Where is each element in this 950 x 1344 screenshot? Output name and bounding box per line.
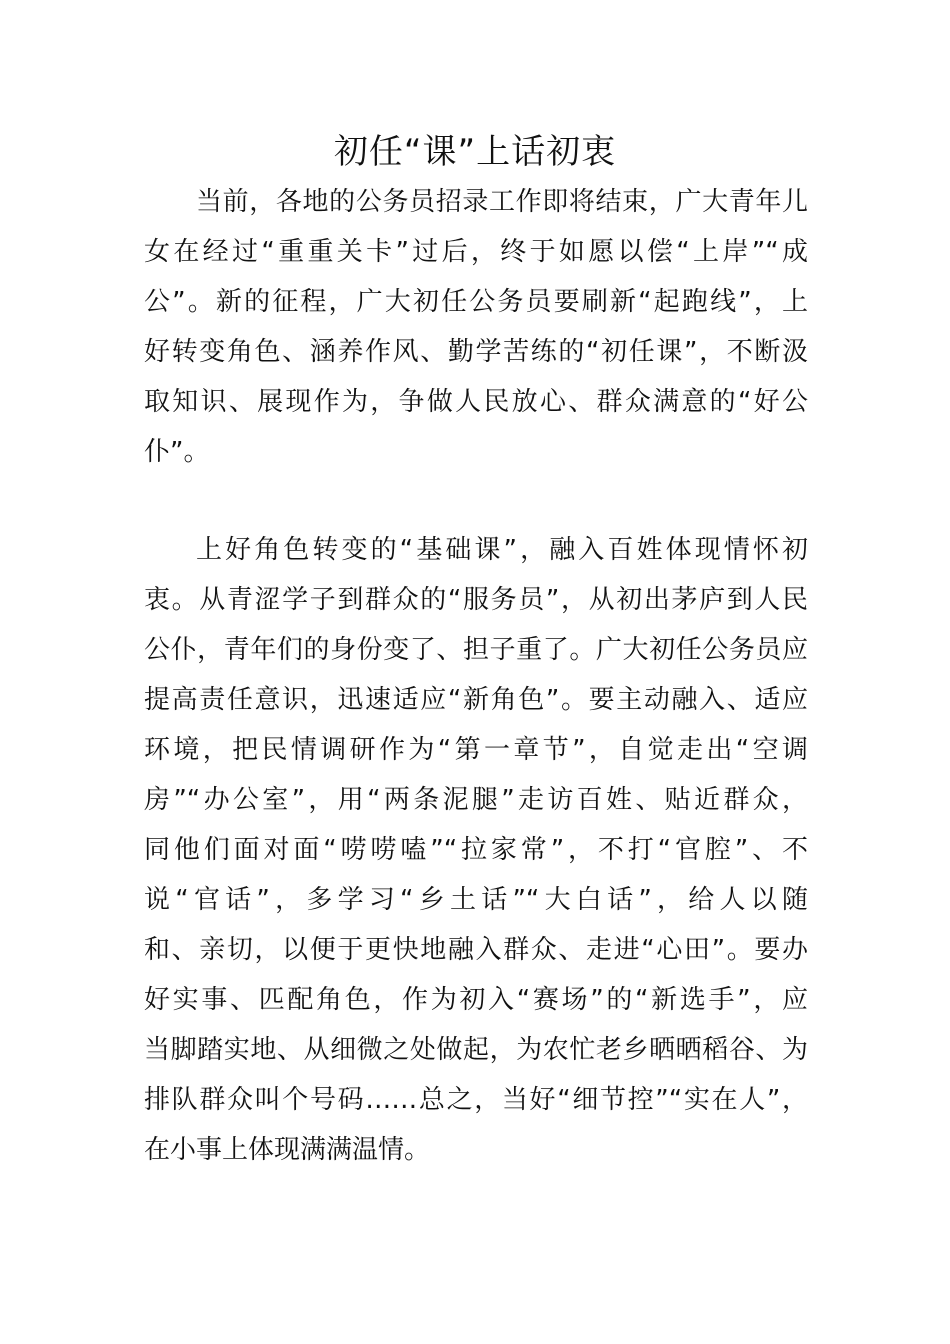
paragraph-line: 排队群众叫个号码……总之，当好“细节控”“实在人”， [144, 1085, 808, 1115]
paragraph-line: 在小事上体现满满温情。 [144, 1135, 431, 1165]
paragraph-line: 环境，把民情调研作为“第一章节”，自觉走出“空调 [144, 735, 808, 765]
paragraph-line: 提高责任意识，迅速适应“新角色”。要主动融入、适应 [144, 685, 808, 715]
paragraph-line: 公”。新的征程，广大初任公务员要刷新“起跑线”，上 [144, 287, 808, 317]
paragraph-line: 上好角色转变的“基础课”，融入百姓体现情怀初 [196, 535, 808, 565]
paragraph-line: 女在经过“重重关卡”过后，终于如愿以偿“上岸”“成 [144, 237, 808, 267]
paragraph-line: 好转变角色、涵养作风、勤学苦练的“初任课”，不断汲 [144, 337, 808, 367]
document-title: 初任“课”上话初衷 [333, 132, 617, 172]
paragraph-line: 和、亲切，以便于更快地融入群众、走进“心田”。要办 [144, 935, 808, 965]
paragraph-line: 好实事、匹配角色，作为初入“赛场”的“新选手”，应 [144, 985, 808, 1015]
paragraph-line: 当脚踏实地、从细微之处做起，为农忙老乡晒晒稻谷、为 [144, 1035, 808, 1065]
paragraph-line: 说“官话”，多学习“乡土话”“大白话”，给人以随 [144, 885, 808, 915]
paragraph-role-change [144, 525, 808, 1175]
paragraph-line: 同他们面对面“唠唠嗑”“拉家常”，不打“官腔”、不 [144, 835, 808, 865]
paragraph-line: 房”“办公室”，用“两条泥腿”走访百姓、贴近群众， [144, 785, 808, 815]
paragraph-line: 仆”。 [144, 437, 210, 467]
paragraph-line: 公仆，青年们的身份变了、担子重了。广大初任公务员应 [144, 635, 808, 665]
paragraph-line: 衷。从青涩学子到群众的“服务员”，从初出茅庐到人民 [144, 585, 808, 615]
paragraph-line: 当前，各地的公务员招录工作即将结束，广大青年儿 [196, 187, 808, 217]
paragraph-intro [144, 177, 808, 477]
paragraph-line: 取知识、展现作为，争做人民放心、群众满意的“好公 [144, 387, 808, 417]
